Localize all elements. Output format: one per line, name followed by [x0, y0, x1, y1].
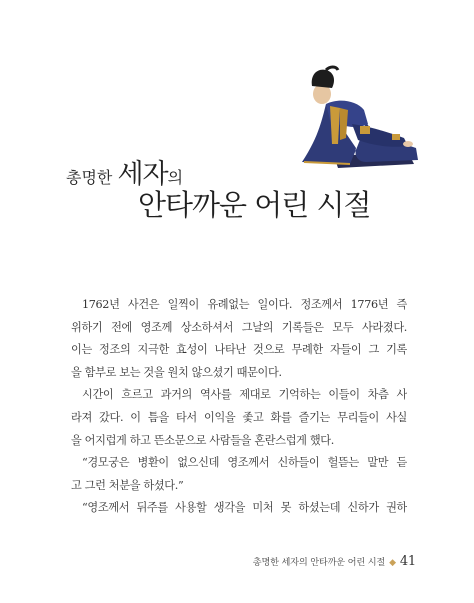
body-line: 을 함부로 보는 것을 원치 않으셨기 때문이다. — [71, 365, 282, 379]
body-text — [71, 294, 407, 520]
body-line: “영조께서 뒤주를 사용할 생각을 미처 못 하셨는데 신하가 권하 — [82, 501, 407, 515]
body-line: 이는 정조의 지극한 효성이 나타난 것으로 무례한 자들이 그 기록 — [71, 343, 407, 357]
chapter-title-emphasis: 세자 — [117, 159, 168, 190]
running-title: 총명한 세자의 안타까운 어린 시절 — [252, 557, 386, 568]
body-line: 라져 갔다. 이 틈을 타서 이익을 좇고 화를 즐기는 무리들이 사실 — [71, 410, 407, 424]
separator-diamond-icon: ◆ — [389, 558, 396, 568]
chapter-title-prefix: 총명한 — [66, 168, 118, 187]
body-line: 위하기 전에 영조께 상소하셔서 그날의 기록들은 모두 사라졌다. — [71, 320, 407, 334]
kneeling-scholar-illustration — [296, 64, 426, 172]
body-line: 1762년 사건은 일찍이 유례없는 일이다. 정조께서 1776년 즉 — [82, 298, 407, 311]
body-line: 고 그런 처분을 하셨다.” — [71, 478, 184, 492]
body-line: 을 어지럽게 하고 뜬소문으로 사람들을 혼란스럽게 했다. — [71, 433, 334, 447]
chapter-title-suffix: 의 — [167, 168, 184, 187]
body-line: 시간이 흐르고 과거의 역사를 제대로 기억하는 이들이 차츰 사 — [82, 388, 407, 402]
body-line: “경모궁은 병환이 없으신데 영조께서 신하들이 헐뜯는 말만 듣 — [82, 456, 407, 470]
page-number: 41 — [399, 554, 416, 569]
page-footer — [238, 554, 416, 569]
chapter-title-line2: 안타까운 어린 시절 — [138, 188, 371, 222]
